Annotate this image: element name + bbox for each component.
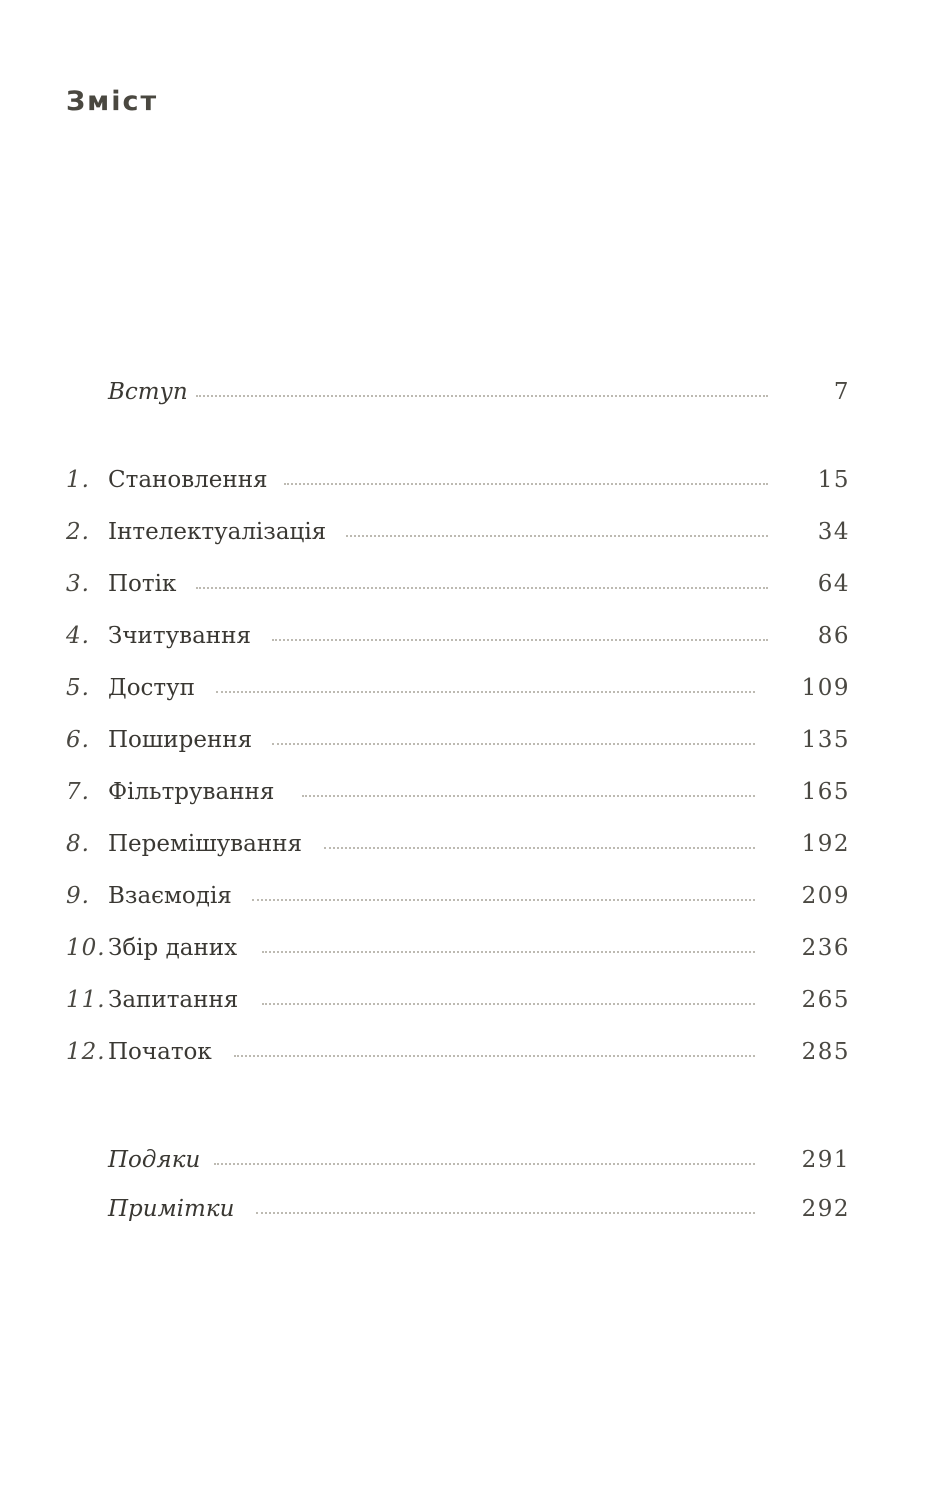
toc-entry-page: 236 xyxy=(801,935,850,961)
toc-entry-acknowledgements xyxy=(66,1143,850,1177)
toc-entry-page: 109 xyxy=(801,675,850,701)
dot-leader xyxy=(272,639,768,641)
toc-entry-label: Запитання xyxy=(108,987,239,1013)
toc-entry-page: 265 xyxy=(801,987,850,1013)
toc-entry-label: Поширення xyxy=(108,727,253,753)
toc-entry-label: Зчитування xyxy=(108,623,251,649)
toc-entry-page: 64 xyxy=(817,571,850,597)
dot-leader xyxy=(272,743,755,745)
toc-entry-chapter xyxy=(66,671,850,705)
toc-entry-label: Подяки xyxy=(108,1147,201,1173)
dot-leader xyxy=(262,1003,755,1005)
toc-entry-page: 291 xyxy=(801,1147,850,1173)
toc-entry-chapter xyxy=(66,463,850,497)
dot-leader xyxy=(252,899,755,901)
toc-entry-number: 1. xyxy=(66,467,90,493)
toc-entry-label: Примітки xyxy=(108,1196,235,1222)
toc-entry-label: Взаємодія xyxy=(108,883,232,909)
toc-entry-chapter xyxy=(66,723,850,757)
dot-leader xyxy=(196,395,768,397)
toc-entry-label: Фільтрування xyxy=(108,779,275,805)
toc-entry-number: 8. xyxy=(66,831,90,857)
toc-entry-page: 135 xyxy=(801,727,850,753)
dot-leader xyxy=(234,1055,755,1057)
toc-entry-label: Інтелектуалізація xyxy=(108,519,327,545)
toc-entry-label: Збір даних xyxy=(108,935,238,961)
toc-entry-page: 86 xyxy=(817,623,850,649)
toc-entry-number: 4. xyxy=(66,623,90,649)
toc-entry-chapter xyxy=(66,567,850,601)
dot-leader xyxy=(262,951,755,953)
toc-entry-page: 7 xyxy=(833,379,850,405)
dot-leader xyxy=(256,1212,755,1214)
toc-entry-label: Становлення xyxy=(108,467,268,493)
toc-entry-number: 12. xyxy=(66,1039,106,1065)
toc-entry-chapter xyxy=(66,515,850,549)
toc-entry-number: 7. xyxy=(66,779,90,805)
toc-entry-chapter xyxy=(66,879,850,913)
toc-entry-notes xyxy=(66,1192,850,1226)
toc-entry-chapter xyxy=(66,1035,850,1069)
toc-entry-number: 9. xyxy=(66,883,90,909)
toc-entry-page: 34 xyxy=(817,519,850,545)
dot-leader xyxy=(196,587,768,589)
toc-entry-chapter xyxy=(66,931,850,965)
dot-leader xyxy=(284,483,768,485)
toc-entry-chapter xyxy=(66,827,850,861)
dot-leader xyxy=(216,691,755,693)
toc-entry-number: 2. xyxy=(66,519,90,545)
toc-entry-intro xyxy=(66,375,850,409)
toc-entry-page: 165 xyxy=(801,779,850,805)
toc-entry-page: 15 xyxy=(817,467,850,493)
dot-leader xyxy=(302,795,755,797)
toc-entry-page: 192 xyxy=(801,831,850,857)
toc-entry-label: Перемішування xyxy=(108,831,302,857)
toc-entry-chapter xyxy=(66,983,850,1017)
toc-entry-number: 10. xyxy=(66,935,106,961)
dot-leader xyxy=(214,1163,755,1165)
dot-leader xyxy=(346,535,768,537)
toc-entry-label: Потік xyxy=(108,571,177,597)
toc-entry-chapter xyxy=(66,619,850,653)
toc-entry-page: 292 xyxy=(801,1196,850,1222)
toc-entry-number: 5. xyxy=(66,675,90,701)
toc-entry-page: 285 xyxy=(801,1039,850,1065)
toc-entry-number: 3. xyxy=(66,571,90,597)
toc-entry-page: 209 xyxy=(801,883,850,909)
toc-entry-chapter xyxy=(66,775,850,809)
toc-entry-label: Доступ xyxy=(108,675,196,701)
dot-leader xyxy=(324,847,755,849)
toc-entry-number: 11. xyxy=(66,987,106,1013)
toc-entry-label: Вступ xyxy=(108,379,188,405)
toc-entry-number: 6. xyxy=(66,727,90,753)
toc-entry-label: Початок xyxy=(108,1039,212,1065)
page-title: Зміст xyxy=(66,86,159,117)
